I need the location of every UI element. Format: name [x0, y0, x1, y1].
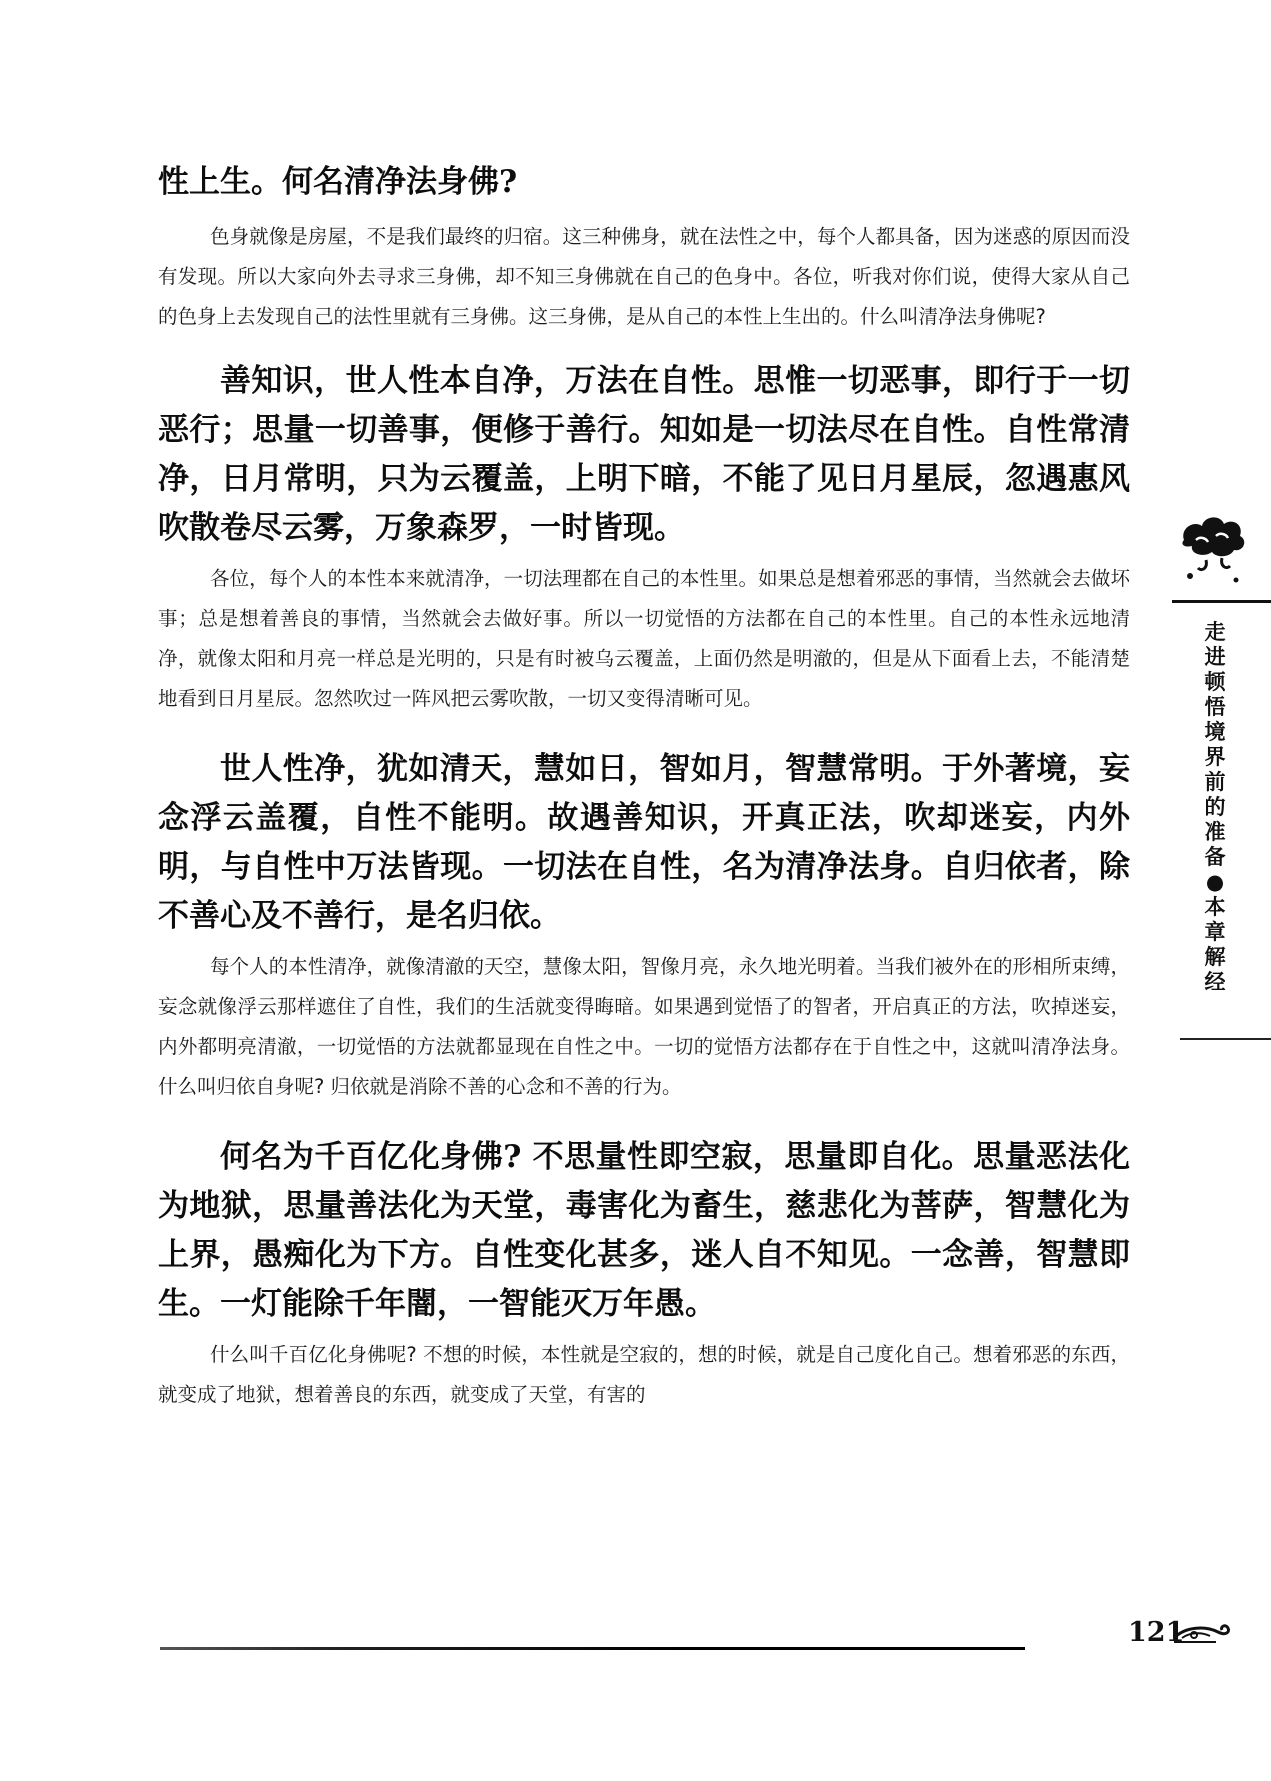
chapter-sidebar: [1172, 510, 1271, 1070]
gloss-paragraph: 各位，每个人的本性本来就清净，一切法理都在自己的本性里。如果总是想着邪恶的事情，当然就会去做坏事；总是想着善良的事情，当然就会去做好事。所以一切觉悟的方法都在自己的本性里。自己的本性永远地清净，就像太阳和月亮一样总是光明的，只是有时被乌云覆盖，上面仍然是明澈的，但是从下面看上去，不能清楚地看到日月星辰。忽然吹过一阵风把云雾吹散，一切又变得清晰可见。: [158, 567, 1130, 710]
sutra-paragraph: 性上生。何名清净法身佛?: [158, 164, 518, 200]
footer-rule: [160, 1647, 1025, 1650]
sutra-paragraph: 何名为千百亿化身佛? 不思量性即空寂，思量即自化。思量恶法化为地狱，思量善法化为天堂，毒害化为畜生，慈悲化为菩萨，智慧化为上界，愚痴化为下方。自性变化甚多，迷人自不知见。一念善，智慧即生。一灯能除千年闇，一智能灭万年愚。: [158, 1139, 1130, 1322]
sidebar-divider: [1172, 600, 1271, 603]
page-number: 121: [1128, 1617, 1185, 1648]
chapter-subtitle: 本章解经: [1204, 895, 1226, 994]
chapter-bullet: ●: [1205, 870, 1225, 894]
chapter-title-vertical: [1202, 620, 1228, 995]
chapter-title: 走进顿悟境界前的准备: [1204, 620, 1226, 869]
gloss-paragraph: 色身就像是房屋，不是我们最终的归宿。这三种佛身，就在法性之中，每个人都具备，因为迷惑的原因而没有发现。所以大家向外去寻求三身佛，却不知三身佛就在自己的色身中。各位，听我对你们说，使得大家从自己的色身上去发现自己的法性里就有三身佛。这三身佛，是从自己的本性上生出的。什么叫清净法身佛呢?: [158, 225, 1130, 328]
sidebar-divider: [1180, 1038, 1271, 1040]
main-text: [158, 158, 1130, 1415]
sutra-paragraph: 世人性净，犹如清天，慧如日，智如月，智慧常明。于外著境，妄念浮云盖覆，自性不能明。故遇善知识，开真正法，吹却迷妄，内外明，与自性中万法皆现。一切法在自性，名为清净法身。自归依者，除不善心及不善行，是名归依。: [158, 751, 1130, 934]
cloud-ornament-icon: [1176, 510, 1250, 588]
gloss-paragraph: 什么叫千百亿化身佛呢? 不想的时候，本性就是空寂的，想的时候，就是自己度化自己。想着邪恶的东西，就变成了地狱，想着善良的东西，就变成了天堂，有害的: [158, 1343, 1130, 1406]
scroll-ornament-icon: [1172, 1620, 1234, 1646]
sutra-paragraph: 善知识，世人性本自净，万法在自性。思惟一切恶事，即行于一切恶行；思量一切善事，便修于善行。知如是一切法尽在自性。自性常清净，日月常明，只为云覆盖，上明下暗，不能了见日月星辰，忽遇惠风吹散卷尽云雾，万象森罗，一时皆现。: [158, 363, 1130, 546]
gloss-paragraph: 每个人的本性清净，就像清澈的天空，慧像太阳，智像月亮，永久地光明着。当我们被外在的形相所束缚，妄念就像浮云那样遮住了自性，我们的生活就变得晦暗。如果遇到觉悟了的智者，开启真正的方法，吹掉迷妄，内外都明亮清澈，一切觉悟的方法就都显现在自性之中。一切的觉悟方法都存在于自性之中，这就叫清净法身。什么叫归依自身呢? 归依就是消除不善的心念和不善的行为。: [158, 955, 1130, 1098]
